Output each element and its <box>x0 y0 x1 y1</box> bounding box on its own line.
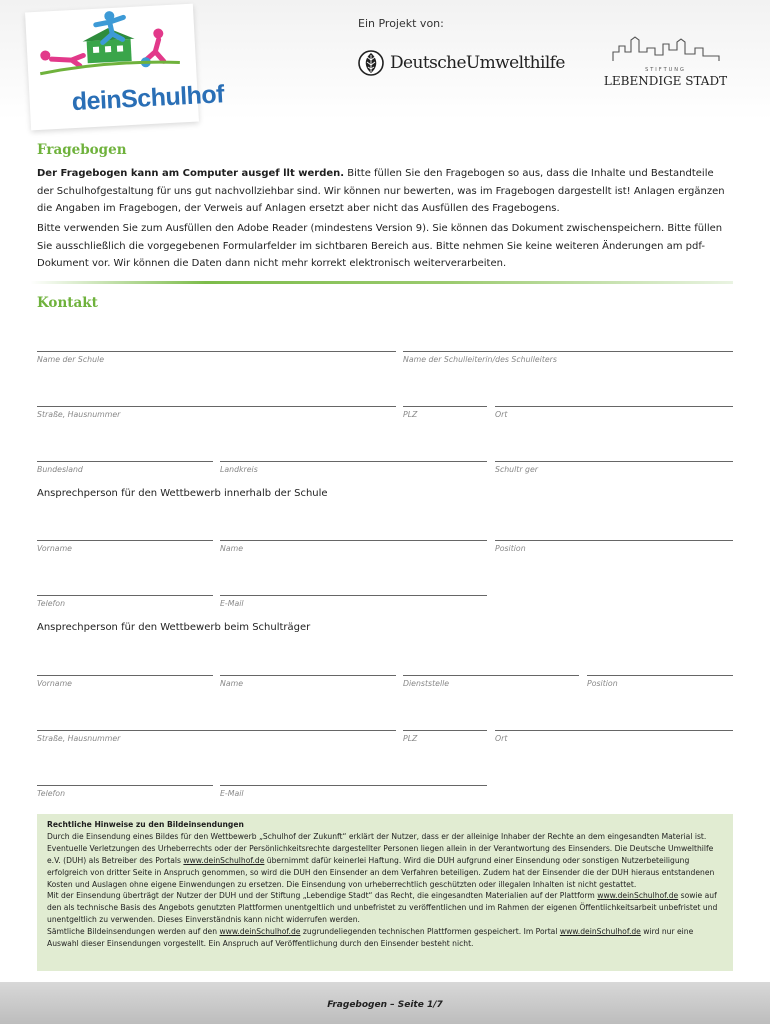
authority-email-field[interactable] <box>220 785 487 798</box>
field-label: PLZ <box>403 734 418 743</box>
field-label: Straße, Hausnummer <box>37 734 121 743</box>
street-field[interactable] <box>37 406 396 419</box>
legal-text: übernimmt dafür keinerlei Haftung. Wird die DUH aufgrund einer Einsendung oder sonstigen Nutzerbeteiligung erfolgreich von dritter Seite in Anspruch genommen, so wird die DUH den Einsender an dem Verfahren beteiligen. Zudem hat der Einsender die der DUH hieraus entstandenen Kosten und Auslagen ohne eigene Einwendungen zu ersetzen. Die Einsendung von urheberrechtlich geschützten oder illegalen Inhalten ist nicht gestattet. <box>47 855 715 889</box>
kontakt-title: Kontakt <box>37 295 98 311</box>
field-label: Vorname <box>37 679 72 688</box>
state-field[interactable] <box>37 461 213 474</box>
legal-text: Durch die Einsendung eines Bildes für den Wettbewerb „Schulhof der Zukunft“ erklärt der Nutzer, dass er der alleinige Inhaber der Rechte an dem eingesandten Material ist. Eventuelle Verletzungen des Urheberrechts oder der Persönlichkeitsrechte dargestellter Personen liegen allein in der Verantwortung des Einsenders. Die Deutsche Umwelthilfe e.V. (DUH) als Betreiber des Portals <box>47 831 714 865</box>
authority-department-field[interactable] <box>403 675 579 688</box>
field-label: Ort <box>495 734 508 743</box>
authority-city-field[interactable] <box>495 730 733 743</box>
legal-paragraph-1 <box>47 831 724 891</box>
legal-text: wird nur eine Auswahl dieser Einsendungen vorgestellt. Ein Anspruch auf Veröffentlichung durch den Einsender besteht nicht. <box>47 927 694 949</box>
globe-leaf-icon <box>358 50 384 76</box>
section-divider <box>30 281 733 284</box>
website-link[interactable]: www.deinSchulhof.de <box>559 927 641 937</box>
authority-street-field[interactable] <box>37 730 396 743</box>
principal-name-field[interactable] <box>403 351 733 364</box>
legal-text: Sämtliche Bildeinsendungen werden auf den <box>47 927 220 937</box>
district-field[interactable] <box>220 461 487 474</box>
field-label: E-Mail <box>220 789 244 798</box>
field-label: E-Mail <box>220 599 244 608</box>
stiftung-sub: STIFTUNG <box>645 67 686 73</box>
contact-firstname-field[interactable] <box>37 540 213 553</box>
contact-position-field[interactable] <box>495 540 733 553</box>
field-label: Name der Schulleiterin/des Schulleiters <box>403 355 557 364</box>
authority-firstname-field[interactable] <box>37 675 213 688</box>
legal-text: Mit der Einsendung überträgt der Nutzer der DUH und der Stiftung „Lebendige Stadt“ das Recht, die eingesandten Materialien auf der Plattform <box>47 891 598 901</box>
city-field[interactable] <box>495 406 733 419</box>
field-label: Landkreis <box>220 465 258 474</box>
field-label: Position <box>495 544 526 553</box>
contact-authority-heading: Ansprechperson für den Wettbewerb beim Schulträger <box>37 622 311 633</box>
field-label: Ort <box>495 410 508 419</box>
field-label: PLZ <box>403 410 418 419</box>
skyline-icon <box>611 36 721 62</box>
legal-notice-box <box>37 814 733 971</box>
legal-paragraph-3 <box>47 926 724 950</box>
field-label: Straße, Hausnummer <box>37 410 121 419</box>
duh-logo <box>358 50 565 76</box>
authority-lastname-field[interactable] <box>220 675 396 688</box>
intro-paragraph-1 <box>37 165 733 218</box>
legal-paragraph-2 <box>47 890 724 926</box>
field-label: Name der Schule <box>37 355 104 364</box>
contact-email-field[interactable] <box>220 595 487 608</box>
intro-paragraph-2: Bitte verwenden Sie zum Ausfüllen den Adobe Reader (mindestens Version 9). Sie können das Dokument zwischenspeichern. Bitte füllen Sie ausschließlich die vorgegebenen Formularfelder im sichtbaren Bereich aus. Bitte nehmen Sie keine weiteren Änderungen am pdf-Dokument vor. Wir können die Daten dann nicht mehr korrekt elektronisch weiterverarbeiten. <box>37 223 723 269</box>
contact-phone-field[interactable] <box>37 595 213 608</box>
authority-position-field[interactable] <box>587 675 733 688</box>
field-label: Position <box>587 679 618 688</box>
legal-text: zugrundeliegenden technischen Plattformen gespeichert. Im Portal <box>300 927 560 937</box>
field-label: Vorname <box>37 544 72 553</box>
field-label: Name <box>220 679 244 688</box>
field-label: Bundesland <box>37 465 83 474</box>
intro-rest: Bitte füllen Sie den Fragebogen so aus, dass die Inhalte und Bestandteile der Schulhofgestaltung für uns gut nachvollziehbar sind. Wir können nur bewerten, was im Fragebogen dargestellt ist! Anlagen ergänzen die Angaben im Fragebogen, der Verweis auf Anlagen ersetzt aber nicht das Ausfüllen des Fragebogens. <box>37 168 725 214</box>
contact-lastname-field[interactable] <box>220 540 487 553</box>
school-authority-field[interactable] <box>495 461 733 474</box>
duh-name: DeutscheUmwelthilfe <box>390 53 565 73</box>
legal-text: sowie auf den als technische Basis des Angebots genutzten Plattformen unentgeltlich und unbefristet zu veröffentlichen und im Rahmen der eigenen Öffentlichkeitsarbeit unbefristet und unentgeltlich zu verwenden. Dieses Einverständnis kann nicht widerrufen werden. <box>47 891 718 925</box>
field-label: Telefon <box>37 789 66 798</box>
website-link[interactable]: www.deinSchulhof.de <box>183 855 265 865</box>
fragebogen-title: Fragebogen <box>37 142 127 158</box>
field-label: Telefon <box>37 599 66 608</box>
field-label: Dienststelle <box>403 679 450 688</box>
field-label: Name <box>220 544 244 553</box>
authority-phone-field[interactable] <box>37 785 213 798</box>
plz-field[interactable] <box>403 406 487 419</box>
legal-title: Rechtliche Hinweise zu den Bildeinsendungen <box>47 820 244 829</box>
logo-deinschulhof <box>25 4 225 131</box>
website-link[interactable]: www.deinSchulhof.de <box>597 891 679 901</box>
projekt-label: Ein Projekt von: <box>358 17 444 30</box>
contact-school-heading: Ansprechperson für den Wettbewerb innerhalb der Schule <box>37 488 328 499</box>
intro-bold: Der Fragebogen kann am Computer ausgef llt werden. <box>37 168 345 179</box>
stiftung-logo <box>598 36 733 88</box>
logo-text: deinSchulhof <box>71 80 225 117</box>
authority-plz-field[interactable] <box>403 730 487 743</box>
page-number: Fragebogen – Seite 1/7 <box>327 1000 443 1010</box>
website-link[interactable]: www.deinSchulhof.de <box>219 927 301 937</box>
field-label: Schultr ger <box>495 465 538 474</box>
school-name-field[interactable] <box>37 351 396 364</box>
stiftung-name: LEBENDIGE STADT <box>603 74 728 88</box>
